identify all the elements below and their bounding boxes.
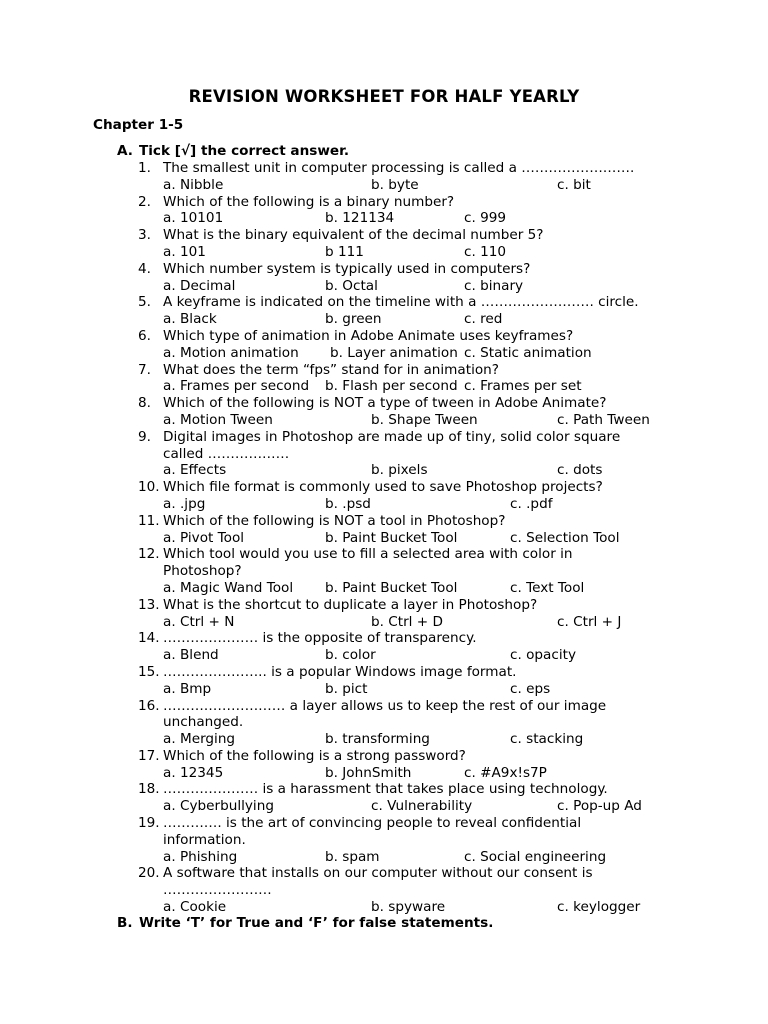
question-line [0, 882, 768, 899]
question-number: 14. [138, 630, 160, 647]
answer-option[interactable]: a. 12345 [163, 764, 224, 781]
options-row [0, 765, 768, 782]
question-number: 18. [138, 781, 160, 798]
section-b-letter: B. [117, 915, 133, 931]
answer-option[interactable]: c. Pop-up Ad [557, 798, 642, 815]
question-number: 10. [138, 479, 160, 496]
question-number: 11. [138, 512, 160, 529]
question-line [0, 227, 768, 244]
options-row [0, 311, 768, 328]
answer-option[interactable]: b. 121134 [325, 210, 395, 227]
question-line [0, 160, 768, 177]
worksheet-title: REVISION WORKSHEET FOR HALF YEARLY [188, 87, 580, 106]
section-b-text: Write ‘T’ for True and ‘F’ for false statements. [139, 915, 494, 931]
answer-option[interactable]: a. Pivot Tool [163, 529, 245, 546]
question-line [0, 815, 768, 832]
question-number: 19. [138, 815, 160, 832]
question-number: 3. [138, 227, 151, 244]
question-line [0, 362, 768, 379]
options-row [0, 731, 768, 748]
question-number: 13. [138, 596, 160, 613]
section-b-heading [117, 915, 493, 931]
question-text: What is the binary equivalent of the decimal number 5? [163, 227, 544, 244]
answer-option[interactable]: a. Blend [163, 647, 219, 664]
answer-option[interactable]: c. Frames per set [464, 378, 582, 395]
question-text: ……………………… a layer allows us to keep the rest of our image [163, 697, 607, 714]
question-text: …………………… [163, 882, 272, 899]
answer-option[interactable]: c. opacity [510, 647, 577, 664]
options-row [0, 798, 768, 815]
options-row [0, 647, 768, 664]
options-row [0, 580, 768, 597]
question-line [0, 781, 768, 798]
options-row [0, 899, 768, 916]
question-line [0, 597, 768, 614]
question-text: Which of the following is a binary number? [163, 193, 455, 210]
chapter-label: Chapter 1-5 [93, 117, 184, 133]
answer-option[interactable]: b. pixels [371, 462, 428, 479]
question-line [0, 563, 768, 580]
question-text: Which tool would you use to fill a selected area with color in [163, 546, 573, 563]
answer-option[interactable]: c. Text Tool [510, 579, 585, 596]
question-line [0, 261, 768, 278]
question-line [0, 865, 768, 882]
question-line [0, 328, 768, 345]
answer-option[interactable]: b. Ctrl + D [371, 613, 443, 630]
options-row [0, 177, 768, 194]
section-a-text: Tick [√] the correct answer. [139, 143, 350, 159]
answer-option[interactable]: a. Motion Tween [163, 411, 273, 428]
answer-option[interactable]: b. Flash per second [325, 378, 458, 395]
question-text: Which of the following is a strong password? [163, 747, 466, 764]
options-row [0, 210, 768, 227]
answer-option[interactable]: c. 110 [464, 243, 507, 260]
answer-option[interactable]: c. 999 [464, 210, 507, 227]
question-text: Digital images in Photoshop are made up of tiny, solid color square [163, 428, 621, 445]
question-line [0, 429, 768, 446]
answer-option[interactable]: b. Paint Bucket Tool [325, 529, 458, 546]
answer-option[interactable]: b. .psd [325, 495, 371, 512]
answer-option[interactable]: a. Cyberbullying [163, 798, 274, 815]
question-text: unchanged. [163, 714, 244, 731]
question-number: 6. [138, 327, 151, 344]
question-list [0, 160, 768, 916]
question-text: A keyframe is indicated on the timeline with a ……………………. circle. [163, 294, 639, 311]
question-line [0, 748, 768, 765]
answer-option[interactable]: a. Magic Wand Tool [163, 579, 294, 596]
question-line [0, 513, 768, 530]
answer-option[interactable]: c. Selection Tool [510, 529, 620, 546]
answer-option[interactable]: b. color [325, 647, 376, 664]
question-line [0, 479, 768, 496]
answer-option[interactable]: a. Motion animation [163, 344, 299, 361]
answer-option[interactable]: a. 101 [163, 243, 206, 260]
options-row [0, 530, 768, 547]
question-line [0, 194, 768, 211]
options-row [0, 681, 768, 698]
answer-option[interactable]: c. Ctrl + J [557, 613, 622, 630]
answer-option[interactable]: c. Vulnerability [371, 798, 473, 815]
answer-option[interactable]: b. byte [371, 176, 419, 193]
answer-option[interactable]: c. keylogger [557, 899, 641, 916]
question-text: A software that installs on our computer without our consent is [163, 865, 593, 882]
question-number: 2. [138, 193, 151, 210]
question-text: Which of the following is NOT a tool in Photoshop? [163, 512, 506, 529]
question-text: ………………… is a harassment that takes place using technology. [163, 781, 608, 798]
question-text: What is the shortcut to duplicate a layer in Photoshop? [163, 596, 538, 613]
section-a-heading [117, 143, 349, 159]
answer-option[interactable]: c. eps [510, 680, 551, 697]
answer-option[interactable]: a. Decimal [163, 277, 236, 294]
question-line [0, 832, 768, 849]
options-row [0, 345, 768, 362]
answer-option[interactable]: b 111 [325, 243, 364, 260]
answer-option[interactable]: a. 10101 [163, 210, 224, 227]
question-number: 4. [138, 260, 151, 277]
answer-option[interactable]: c. #A9x!s7P [464, 764, 547, 781]
options-row [0, 244, 768, 261]
question-text: Which type of animation in Adobe Animate uses keyframes? [163, 327, 574, 344]
answer-option[interactable]: c. red [464, 311, 503, 328]
question-text: …………. is the art of convincing people to reveal confidential [163, 815, 582, 832]
answer-option[interactable]: b. transforming [325, 731, 430, 748]
options-row [0, 496, 768, 513]
question-number: 5. [138, 294, 151, 311]
question-text: ………………… is the opposite of transparency. [163, 630, 477, 647]
answer-option[interactable]: a. Ctrl + N [163, 613, 235, 630]
section-a-letter: A. [117, 143, 133, 159]
answer-option[interactable]: c. .pdf [510, 495, 553, 512]
answer-option[interactable]: b. green [325, 311, 382, 328]
answer-option[interactable]: b. JohnSmith [325, 764, 412, 781]
options-row [0, 412, 768, 429]
question-text: What does the term “fps” stand for in animation? [163, 361, 499, 378]
question-text: The smallest unit in computer processing is called a ……………………. [163, 160, 635, 176]
answer-option[interactable]: a. Frames per second [163, 378, 310, 395]
question-number: 12. [138, 546, 160, 563]
question-number: 1. [138, 160, 151, 176]
answer-option[interactable]: a. Effects [163, 462, 227, 479]
answer-option[interactable]: a. Nibble [163, 176, 224, 193]
question-line [0, 714, 768, 731]
answer-option[interactable]: a. Bmp [163, 680, 212, 697]
question-line [0, 698, 768, 715]
question-line [0, 294, 768, 311]
question-text: called ……………… [163, 445, 290, 462]
answer-option[interactable]: a. Black [163, 311, 217, 328]
answer-option[interactable]: c. Static animation [464, 344, 592, 361]
question-number: 15. [138, 663, 160, 680]
options-row [0, 378, 768, 395]
question-text: Which of the following is NOT a type of tween in Adobe Animate? [163, 395, 607, 412]
answer-option[interactable]: a. Merging [163, 731, 236, 748]
question-line [0, 546, 768, 563]
options-row [0, 462, 768, 479]
question-text: Which number system is typically used in computers? [163, 260, 531, 277]
question-line [0, 395, 768, 412]
question-number: 17. [138, 747, 160, 764]
answer-option[interactable]: b. Shape Tween [371, 411, 478, 428]
question-line [0, 664, 768, 681]
question-number: 9. [138, 428, 151, 445]
answer-option[interactable]: b. spyware [371, 899, 446, 916]
question-number: 8. [138, 395, 151, 412]
options-row [0, 849, 768, 866]
answer-option[interactable]: a. .jpg [163, 495, 206, 512]
answer-option[interactable]: c. Social engineering [464, 848, 607, 865]
question-text: ………………….. is a popular Windows image format. [163, 663, 517, 680]
answer-option[interactable]: c. stacking [510, 731, 584, 748]
question-text: information. [163, 831, 246, 848]
answer-option[interactable]: b. Layer animation [330, 344, 458, 361]
question-text: Which file format is commonly used to save Photoshop projects? [163, 479, 603, 496]
answer-option[interactable]: a. Phishing [163, 848, 238, 865]
answer-option[interactable]: b. spam [325, 848, 380, 865]
answer-option[interactable]: a. Cookie [163, 899, 227, 916]
options-row [0, 278, 768, 295]
answer-option[interactable]: b. pict [325, 680, 368, 697]
answer-option[interactable]: c. Path Tween [557, 411, 650, 428]
question-line [0, 446, 768, 463]
answer-option[interactable]: b. Paint Bucket Tool [325, 579, 458, 596]
question-number: 7. [138, 361, 151, 378]
answer-option[interactable]: c. dots [557, 462, 603, 479]
answer-option[interactable]: c. binary [464, 277, 524, 294]
question-line [0, 630, 768, 647]
answer-option[interactable]: b. Octal [325, 277, 378, 294]
question-text: Photoshop? [163, 563, 242, 580]
answer-option[interactable]: c. bit [557, 176, 591, 193]
question-number: 20. [138, 865, 160, 882]
options-row [0, 614, 768, 631]
question-number: 16. [138, 697, 160, 714]
